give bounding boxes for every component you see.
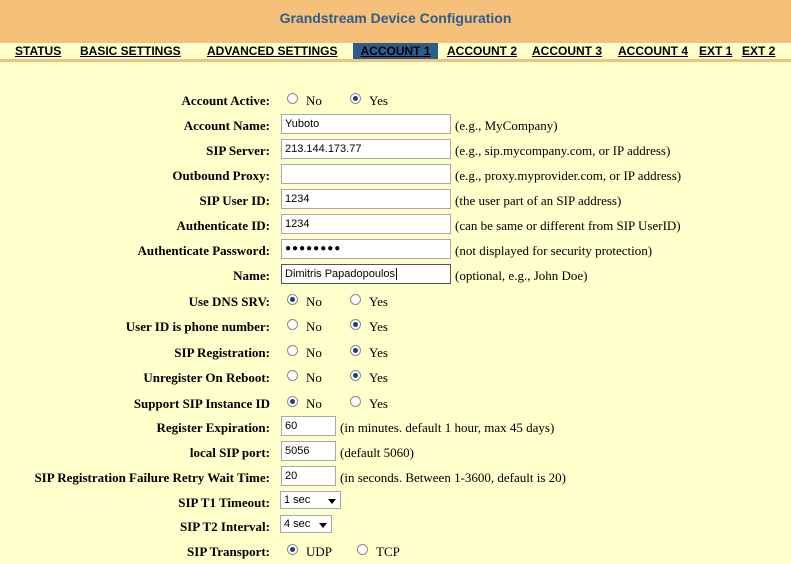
user-id-phone-label: User ID is phone number: [125, 319, 270, 334]
register-expiration-hint: (in minutes. default 1 hour, max 45 days) [340, 420, 555, 435]
name-input[interactable] [281, 264, 451, 284]
row-unregister-on-reboot [0, 366, 791, 388]
row-user-id-phone [0, 315, 791, 337]
user-id-phone-no-radio[interactable] [287, 319, 298, 330]
reg-failure-retry-hint: (in seconds. Between 1-3600, default is 20) [340, 470, 567, 485]
row-t1-timeout [0, 491, 791, 513]
account-name-hint: (e.g., MyCompany) [455, 118, 558, 133]
reg-failure-retry-label: SIP Registration Failure Retry Wait Time: [34, 470, 270, 485]
account-active-label: Account Active: [181, 93, 270, 108]
t1-timeout-select[interactable] [280, 491, 341, 509]
name-label: Name: [233, 268, 270, 283]
unregister-reboot-yes-label: Yes [369, 370, 388, 385]
authenticate-password-label: Authenticate Password: [137, 243, 270, 258]
tab-basic-settings[interactable]: BASIC SETTINGS [80, 44, 181, 58]
unregister-reboot-no-label: No [306, 370, 322, 385]
row-authenticate-id [0, 214, 791, 236]
account-active-no-label: No [306, 93, 322, 108]
row-outbound-proxy [0, 164, 791, 186]
use-dns-srv-label: Use DNS SRV: [188, 294, 270, 309]
support-sip-instance-label: Support SIP Instance ID [133, 396, 270, 411]
register-expiration-input[interactable]: 60 [281, 416, 336, 436]
sip-registration-no-label: No [306, 345, 322, 360]
unregister-reboot-label: Unregister On Reboot: [143, 370, 270, 385]
use-dns-srv-no-label: No [306, 294, 322, 309]
chevron-down-icon [319, 523, 327, 528]
t1-timeout-value: 1 sec [284, 494, 311, 506]
authenticate-id-hint: (can be same or different from SIP UserID) [455, 218, 681, 233]
outbound-proxy-hint: (e.g., proxy.myprovider.com, or IP address) [455, 168, 682, 183]
row-sip-user-id [0, 189, 791, 211]
tab-ext-1[interactable]: EXT 1 [699, 44, 733, 58]
sip-registration-no-radio[interactable] [287, 345, 298, 356]
sip-transport-tcp-radio[interactable] [357, 544, 368, 555]
tab-account-3[interactable]: ACCOUNT 3 [532, 44, 603, 58]
t2-interval-value: 4 sec [284, 518, 311, 530]
local-sip-port-label: local SIP port: [189, 445, 270, 460]
tab-account-2[interactable]: ACCOUNT 2 [447, 44, 518, 58]
row-name [0, 264, 791, 286]
page-header [0, 0, 791, 43]
sip-user-id-input[interactable]: 1234 [281, 189, 451, 209]
t2-interval-select[interactable] [280, 515, 332, 533]
account-name-label: Account Name: [183, 118, 270, 133]
sip-server-input[interactable]: 213.144.173.77 [281, 139, 451, 159]
row-support-sip-instance [0, 392, 791, 414]
user-id-phone-yes-label: Yes [369, 319, 388, 334]
sip-registration-label: SIP Registration: [174, 345, 270, 360]
row-sip-server [0, 139, 791, 161]
outbound-proxy-label: Outbound Proxy: [172, 168, 270, 183]
support-sip-instance-yes-label: Yes [369, 396, 388, 411]
sip-server-label: SIP Server: [206, 143, 270, 158]
user-id-phone-yes-radio[interactable] [350, 319, 361, 330]
support-sip-instance-no-label: No [306, 396, 322, 411]
sip-transport-label: SIP Transport: [187, 544, 270, 559]
name-hint: (optional, e.g., John Doe) [455, 268, 588, 283]
tab-account-4[interactable]: ACCOUNT 4 [618, 44, 689, 58]
authenticate-password-input[interactable]: ●●●●●●●● [281, 239, 451, 259]
name-input-value: Dimitris Papadopoulos [285, 268, 396, 280]
tab-status[interactable]: STATUS [15, 44, 62, 58]
sip-registration-yes-label: Yes [369, 345, 388, 360]
row-use-dns-srv [0, 290, 791, 312]
row-authenticate-password [0, 239, 791, 261]
register-expiration-label: Register Expiration: [156, 420, 270, 435]
row-local-sip-port [0, 441, 791, 463]
account-active-yes-radio[interactable] [350, 93, 361, 104]
account-active-yes-label: Yes [369, 93, 388, 108]
nav-bar [0, 43, 791, 62]
use-dns-srv-no-radio[interactable] [287, 294, 298, 305]
t2-interval-label: SIP T2 Interval: [179, 519, 270, 534]
tab-advanced-settings[interactable]: ADVANCED SETTINGS [207, 44, 338, 58]
sip-transport-tcp-label: TCP [376, 544, 400, 559]
tab-ext-2[interactable]: EXT 2 [742, 44, 776, 58]
local-sip-port-input[interactable]: 5056 [281, 441, 336, 461]
row-account-active [0, 89, 791, 111]
row-register-expiration [0, 416, 791, 438]
unregister-reboot-no-radio[interactable] [287, 370, 298, 381]
row-t2-interval [0, 515, 791, 537]
sip-registration-yes-radio[interactable] [350, 345, 361, 356]
sip-transport-udp-label: UDP [306, 544, 333, 559]
chevron-down-icon [328, 499, 336, 504]
sip-user-id-label: SIP User ID: [199, 193, 270, 208]
outbound-proxy-input[interactable] [281, 164, 451, 184]
use-dns-srv-yes-radio[interactable] [350, 294, 361, 305]
unregister-reboot-yes-radio[interactable] [350, 370, 361, 381]
user-id-phone-no-label: No [306, 319, 322, 334]
tab-account-1[interactable]: ACCOUNT 1 [353, 43, 438, 59]
account-name-input[interactable]: Yuboto [281, 114, 451, 134]
sip-server-hint: (e.g., sip.mycompany.com, or IP address) [455, 143, 671, 158]
use-dns-srv-yes-label: Yes [369, 294, 388, 309]
row-sip-transport [0, 540, 791, 562]
row-reg-failure-retry [0, 466, 791, 488]
authenticate-password-hint: (not displayed for security protection) [455, 243, 653, 258]
t1-timeout-label: SIP T1 Timeout: [178, 495, 270, 510]
sip-transport-udp-radio[interactable] [287, 544, 298, 555]
page-title: Grandstream Device Configuration [279, 10, 512, 26]
sip-user-id-hint: (the user part of an SIP address) [455, 193, 622, 208]
row-sip-registration [0, 341, 791, 363]
authenticate-id-input[interactable]: 1234 [281, 214, 451, 234]
authenticate-id-label: Authenticate ID: [176, 218, 270, 233]
account-active-no-radio[interactable] [287, 93, 298, 104]
local-sip-port-hint: (default 5060) [340, 445, 415, 460]
reg-failure-retry-input[interactable]: 20 [281, 466, 336, 486]
support-sip-instance-no-radio[interactable] [287, 396, 298, 407]
text-caret [396, 268, 397, 280]
support-sip-instance-yes-radio[interactable] [350, 396, 361, 407]
row-account-name [0, 114, 791, 136]
